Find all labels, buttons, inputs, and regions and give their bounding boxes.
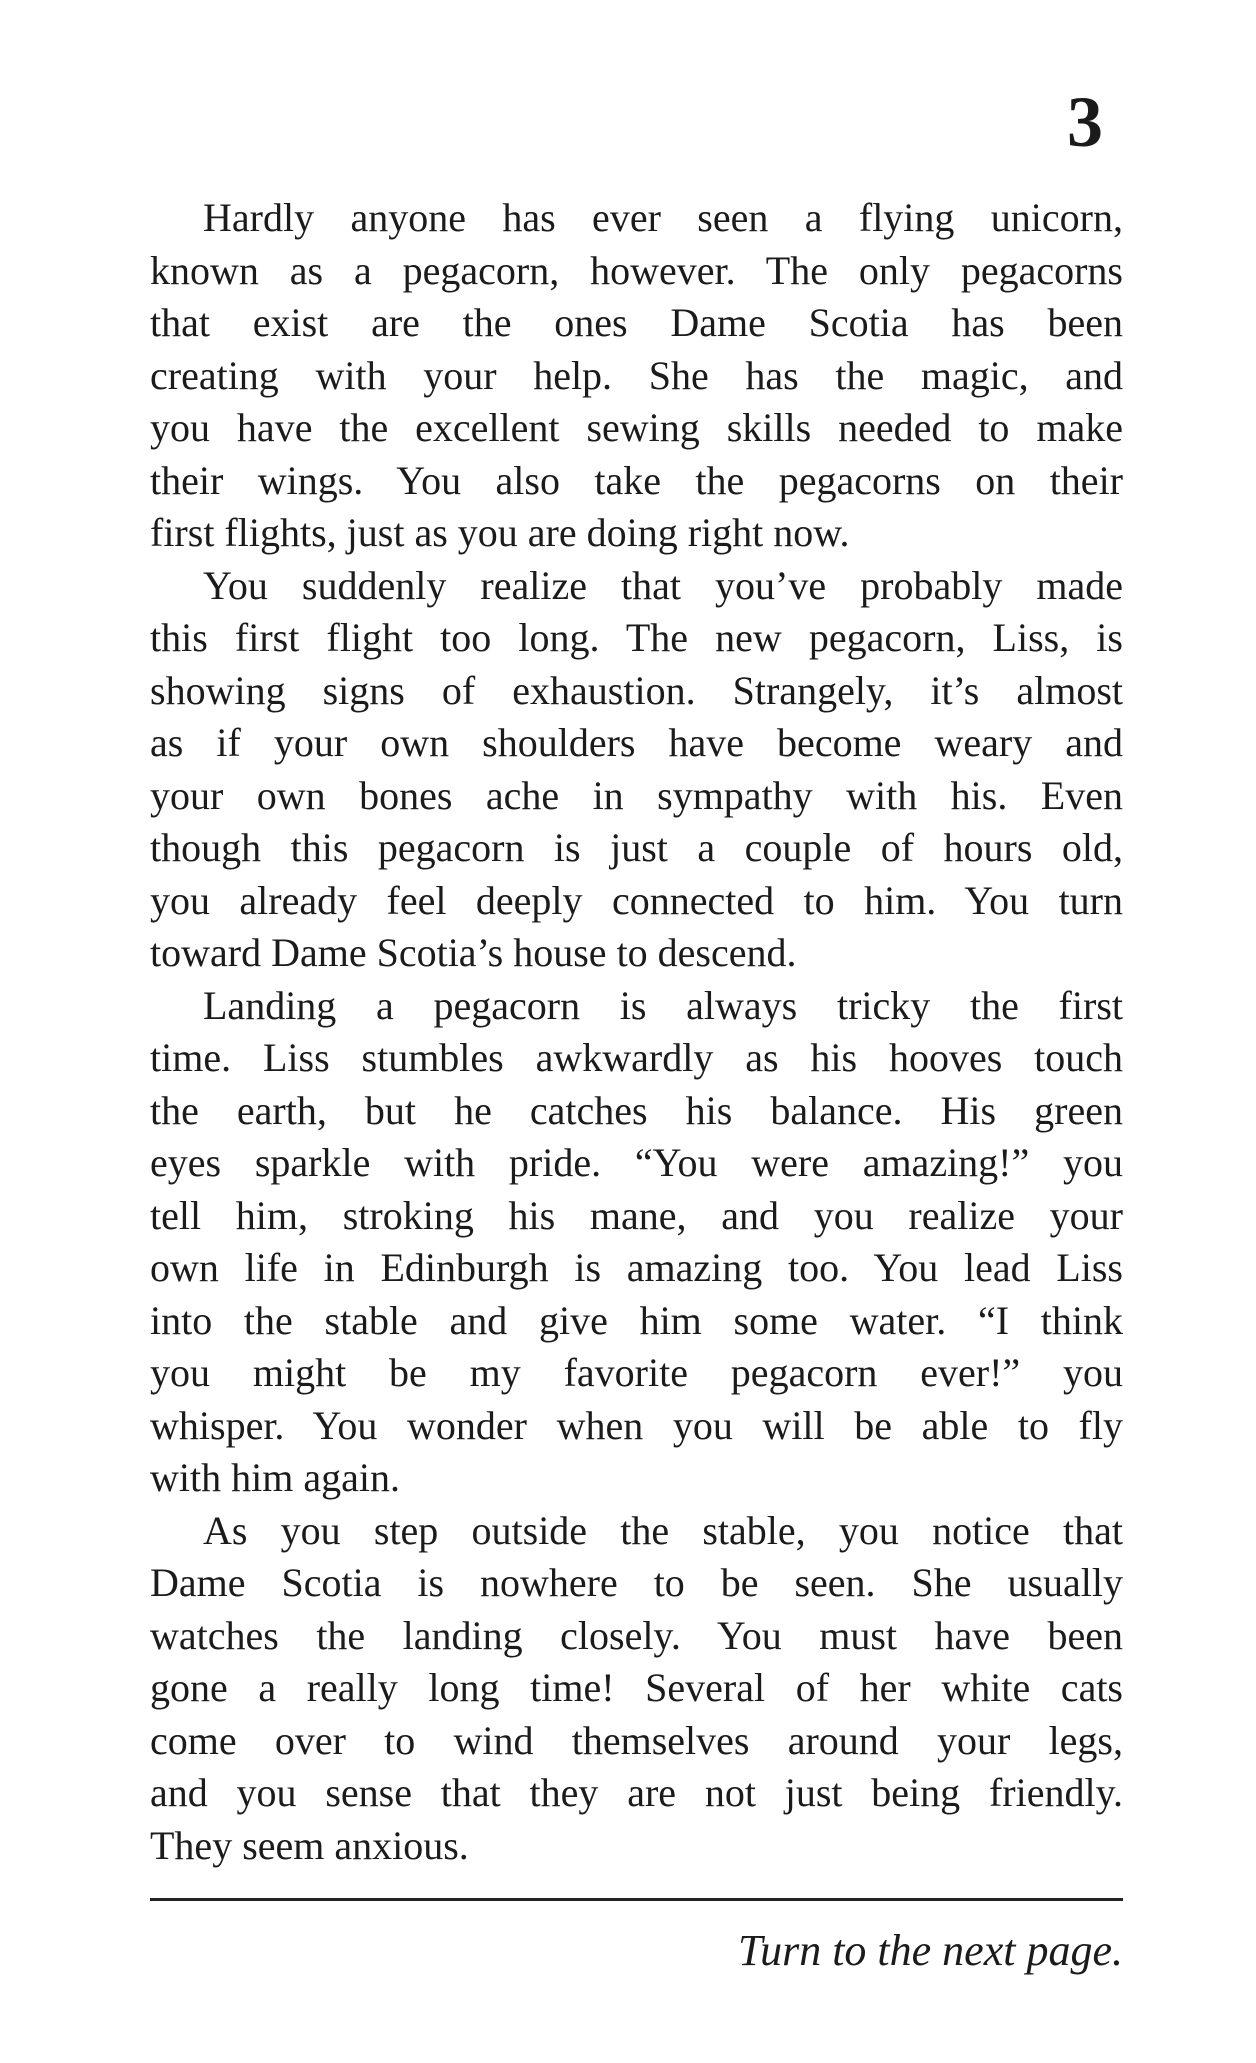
story-line: toward Dame Scotia’s house to descend. [150, 930, 797, 975]
story-line: though this pegacorn is just a couple of hours old, [150, 825, 1123, 870]
page-number: 3 [1067, 82, 1103, 162]
story-line: whisper. You wonder when you will be able to fly [150, 1402, 1123, 1448]
story-line: time. Liss stumbles awkwardly as his hooves touch [150, 1035, 1123, 1080]
story-line: you have the excellent sewing skills needed to make [150, 405, 1123, 450]
story-line: and you sense that they are not just being friendly. [150, 1770, 1123, 1815]
story-line: the earth, but he catches his balance. His green [150, 1087, 1123, 1133]
story-line: gone a really long time! Several of her white cats [150, 1665, 1123, 1710]
story-line: that exist are the ones Dame Scotia has been [150, 300, 1123, 345]
story-line: your own bones ache in sympathy with his. Even [150, 772, 1123, 818]
story-line: as if your own shoulders have become weary and [150, 720, 1123, 765]
story-line: tell him, stroking his mane, and you realize your [150, 1192, 1123, 1238]
story-line: You suddenly realize that you’ve probably made [203, 562, 1123, 608]
story-line: showing signs of exhaustion. Strangely, it’s almost [150, 667, 1123, 713]
story-line: known as a pegacorn, however. The only pegacorns [150, 247, 1123, 293]
story-line: watches the landing closely. You must have been [150, 1612, 1123, 1658]
story-line: eyes sparkle with pride. “You were amazing!” you [150, 1140, 1123, 1185]
story-line: first flights, just as you are doing right now. [150, 510, 850, 555]
story-text [150, 192, 1123, 1872]
footer-divider [150, 1898, 1123, 1901]
story-line: with him again. [150, 1455, 400, 1500]
story-line: Landing a pegacorn is always tricky the first [203, 982, 1123, 1028]
story-line: creating with your help. She has the magic, and [150, 352, 1123, 398]
story-line: Dame Scotia is nowhere to be seen. She usually [150, 1560, 1123, 1605]
story-line: this first flight too long. The new pegacorn, Liss, is [150, 615, 1123, 660]
story-line: into the stable and give him some water. “I think [150, 1297, 1123, 1343]
story-line: own life in Edinburgh is amazing too. You lead Liss [150, 1245, 1123, 1290]
story-line: As you step outside the stable, you notice that [203, 1507, 1123, 1553]
story-line: come over to wind themselves around your legs, [150, 1717, 1123, 1763]
story-line: They seem anxious. [150, 1822, 469, 1868]
turn-page-instruction: Turn to the next page. [738, 1926, 1123, 1975]
story-line: you already feel deeply connected to him. You turn [150, 877, 1123, 923]
story-line: you might be my favorite pegacorn ever!” you [150, 1350, 1123, 1395]
story-line: Hardly anyone has ever seen a flying unicorn, [203, 195, 1123, 240]
story-line: their wings. You also take the pegacorns on their [150, 457, 1123, 503]
